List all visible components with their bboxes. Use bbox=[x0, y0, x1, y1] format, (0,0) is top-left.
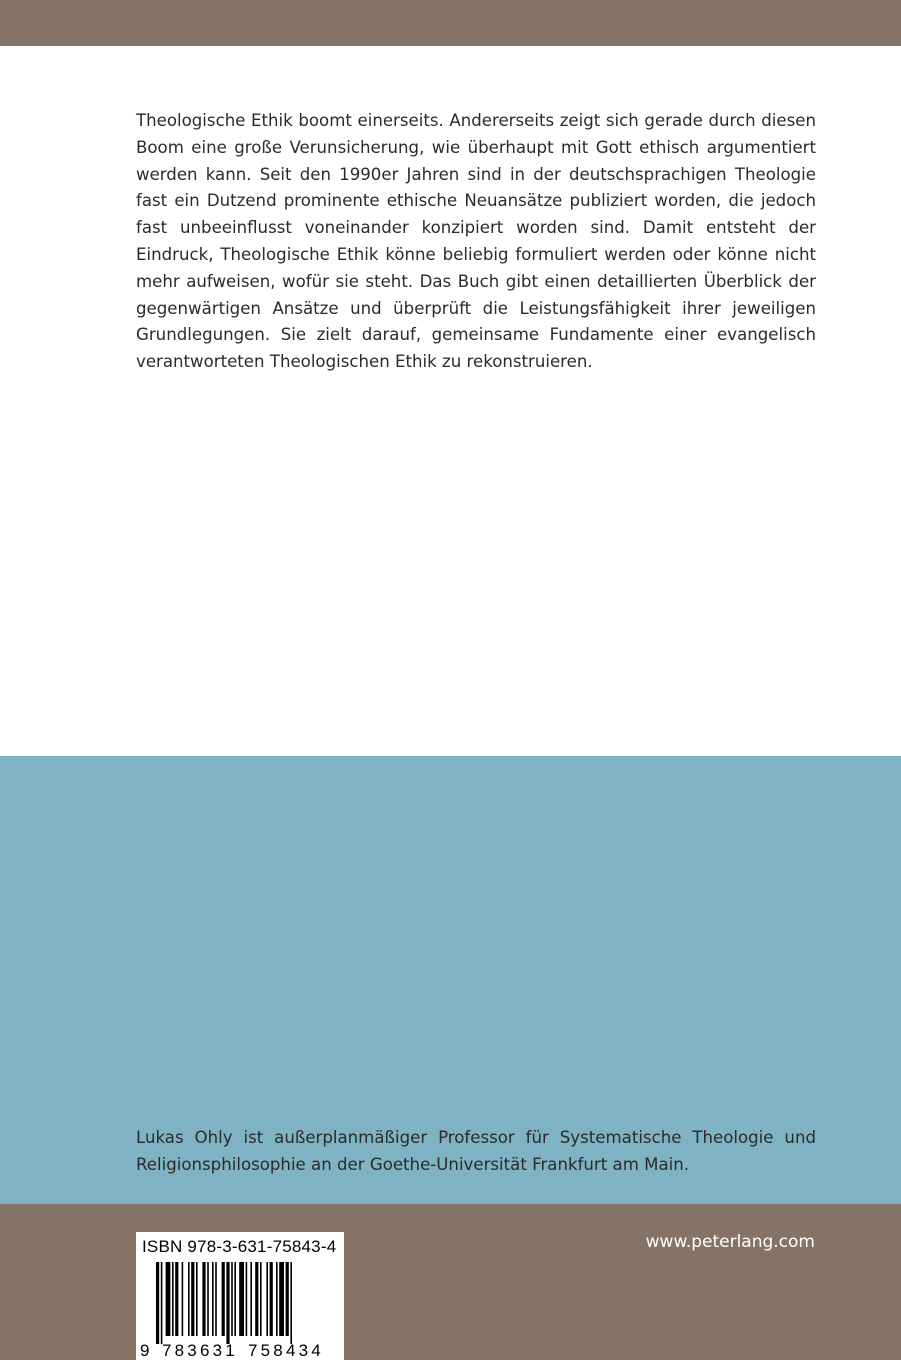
barcode-bar bbox=[207, 1262, 209, 1336]
top-color-band bbox=[0, 0, 901, 46]
barcode-bar bbox=[161, 1262, 163, 1344]
barcode-bar bbox=[239, 1262, 244, 1336]
barcode-bar bbox=[226, 1262, 229, 1344]
barcode-bar bbox=[270, 1262, 273, 1336]
isbn-label: ISBN 978-3-631-75843-4 bbox=[142, 1237, 337, 1256]
barcode-bar bbox=[182, 1262, 184, 1336]
barcode-bar bbox=[255, 1262, 258, 1336]
back-cover-blurb: Theologische Ethik boomt einerseits. Andererseits zeigt sich gerade durch diesen Boom eine große Verunsicherung, wie überhaupt mit Gott ethisch argumentiert werden kann. Seit den 1990er Jahren sind in der deutschsprachigen Theologie fast ein Dutzend prominente ethische Neuansätze publiziert worden, die jedoch fast unbeeinflusst voneinander konzipiert worden sind. Damit entsteht der Eindruck, Theologische Ethik könne beliebig formuliert werden oder könne nicht mehr aufweisen, wofür sie steht. Das Buch gibt einen detaillierten Überblick der gegenwärtigen Ansätze und überprüft die Leistungsfähigkeit ihrer jeweiligen Grundlegungen. Sie zielt darauf, gemeinsame Fundamente einer evangelisch verantworteten Theologischen Ethik zu rekonstruieren. bbox=[136, 111, 816, 372]
barcode-bar bbox=[231, 1262, 233, 1336]
isbn-barcode bbox=[136, 1232, 344, 1360]
barcode-bar bbox=[222, 1262, 225, 1336]
barcode-bar bbox=[215, 1262, 217, 1336]
barcode-digit-lead: 9 bbox=[140, 1341, 150, 1360]
barcode-bar bbox=[250, 1262, 252, 1336]
author-bio: Lukas Ohly ist außerplanmäßiger Professor für Systematische Theologie und Religionsphilosophie an der Goethe-Universität Frankfurt am Main. bbox=[136, 1128, 816, 1174]
barcode-bar bbox=[172, 1262, 174, 1336]
barcode-bar bbox=[196, 1262, 198, 1336]
barcode-bar bbox=[234, 1262, 236, 1336]
barcode-bar bbox=[276, 1262, 278, 1336]
barcode-digits-left: 783631 bbox=[162, 1341, 238, 1360]
barcode-bar bbox=[175, 1262, 178, 1336]
barcode-graphic bbox=[136, 1232, 344, 1360]
publisher-website[interactable]: www.peterlang.com bbox=[645, 1232, 815, 1252]
barcode-bar bbox=[279, 1262, 284, 1336]
barcode-bar bbox=[266, 1262, 268, 1336]
barcode-bar bbox=[260, 1262, 262, 1336]
barcode-bar bbox=[156, 1262, 159, 1344]
barcode-bar bbox=[166, 1262, 171, 1336]
barcode-bar bbox=[191, 1262, 194, 1336]
barcode-bar bbox=[188, 1262, 190, 1336]
barcode-bar bbox=[290, 1262, 292, 1344]
barcode-bar bbox=[212, 1262, 214, 1336]
barcode-bar bbox=[286, 1262, 289, 1336]
barcode-digits-right: 758434 bbox=[248, 1341, 324, 1360]
barcode-bar bbox=[246, 1262, 248, 1336]
barcode-bar bbox=[202, 1262, 205, 1336]
